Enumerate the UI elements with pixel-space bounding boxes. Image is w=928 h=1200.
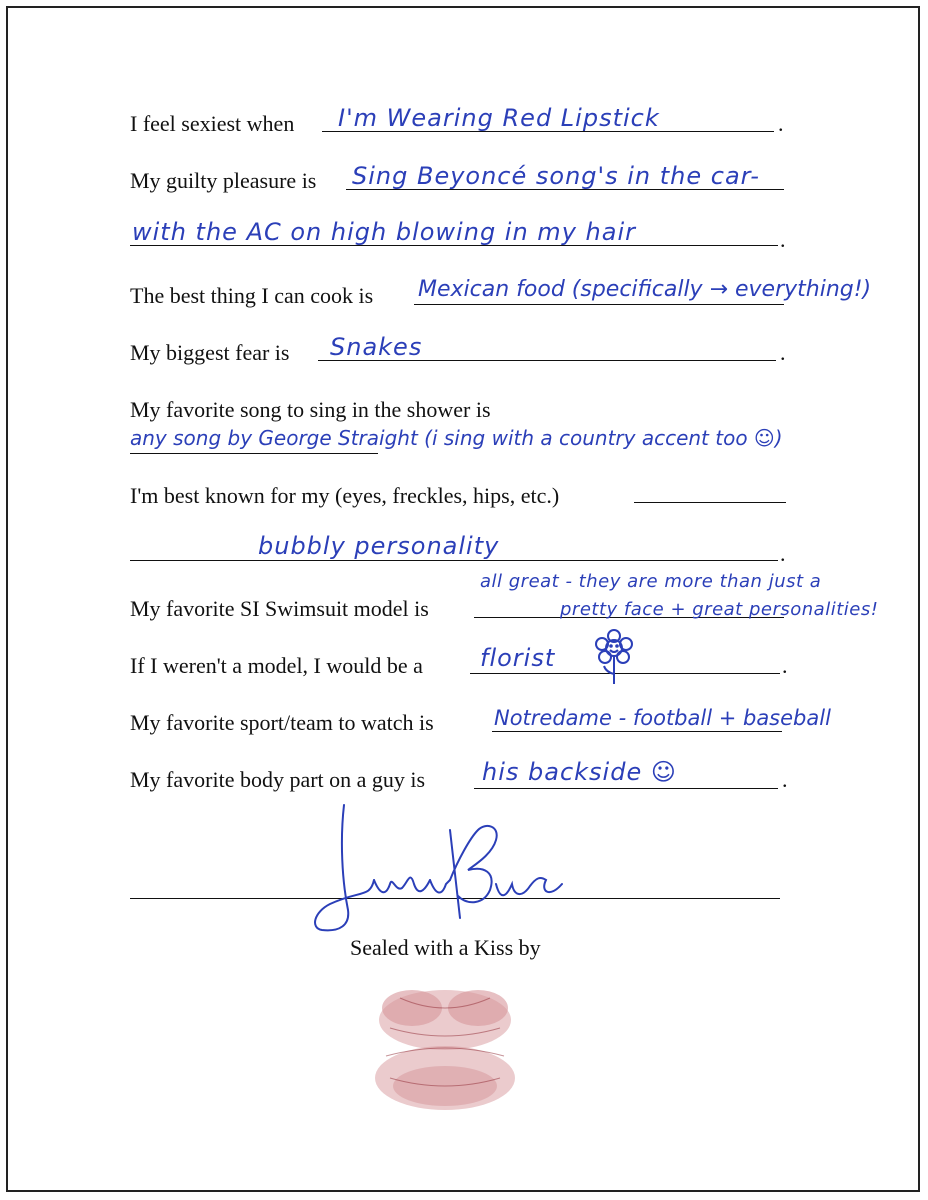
q3-answer-rule xyxy=(414,304,784,305)
q4-answer: Snakes xyxy=(330,333,423,361)
q5-answer: any song by George Straight (i sing with a country accent too ☺) xyxy=(130,426,783,450)
q8-period: . xyxy=(782,653,788,678)
flower-doodle-icon xyxy=(592,626,636,686)
q3-prompt: The best thing I can cook is xyxy=(130,283,374,308)
sealed-caption: Sealed with a Kiss by xyxy=(350,935,541,960)
q4-period: . xyxy=(780,340,786,365)
q2-period: . xyxy=(780,227,786,252)
q6-period: . xyxy=(780,541,786,566)
q9-answer: Notredame - football + baseball xyxy=(494,706,831,730)
q2-answer-line2: with the AC on high blowing in my hair xyxy=(132,218,636,246)
q8-prompt: If I weren't a model, I would be a xyxy=(130,653,423,678)
signature-scribble xyxy=(300,800,580,940)
q6-prompt: I'm best known for my (eyes, freckles, hips, etc.) xyxy=(130,483,560,508)
q6-answer-rule-2 xyxy=(130,560,778,561)
q2-answer-line1: Sing Beyoncé song's in the car- xyxy=(352,162,760,190)
q10-answer: his backside ☺ xyxy=(482,758,677,786)
q6-answer-rule-1 xyxy=(634,502,786,503)
q1-answer: I'm Wearing Red Lipstick xyxy=(338,104,660,132)
q10-prompt: My favorite body part on a guy is xyxy=(130,767,426,792)
q10-period: . xyxy=(782,767,788,792)
q2-prompt: My guilty pleasure is xyxy=(130,168,317,193)
q7-answer-line1: all great - they are more than just a xyxy=(480,571,822,592)
q9-prompt: My favorite sport/team to watch is xyxy=(130,710,434,735)
q10-answer-rule xyxy=(474,788,778,789)
q8-answer: florist xyxy=(480,644,556,672)
q3-answer: Mexican food (specifically → everything!) xyxy=(418,277,872,302)
q1-prompt: I feel sexiest when xyxy=(130,111,295,136)
q4-prompt: My biggest fear is xyxy=(130,340,290,365)
q7-prompt: My favorite SI Swimsuit model is xyxy=(130,596,429,621)
q5-answer-rule xyxy=(130,453,378,454)
q5-prompt: My favorite song to sing in the shower is xyxy=(130,397,491,422)
q7-answer-line2: pretty face + great personalities! xyxy=(560,599,879,620)
q1-period: . xyxy=(778,111,784,136)
lipstick-kiss-icon xyxy=(360,978,530,1118)
q6-answer: bubbly personality xyxy=(258,532,500,560)
